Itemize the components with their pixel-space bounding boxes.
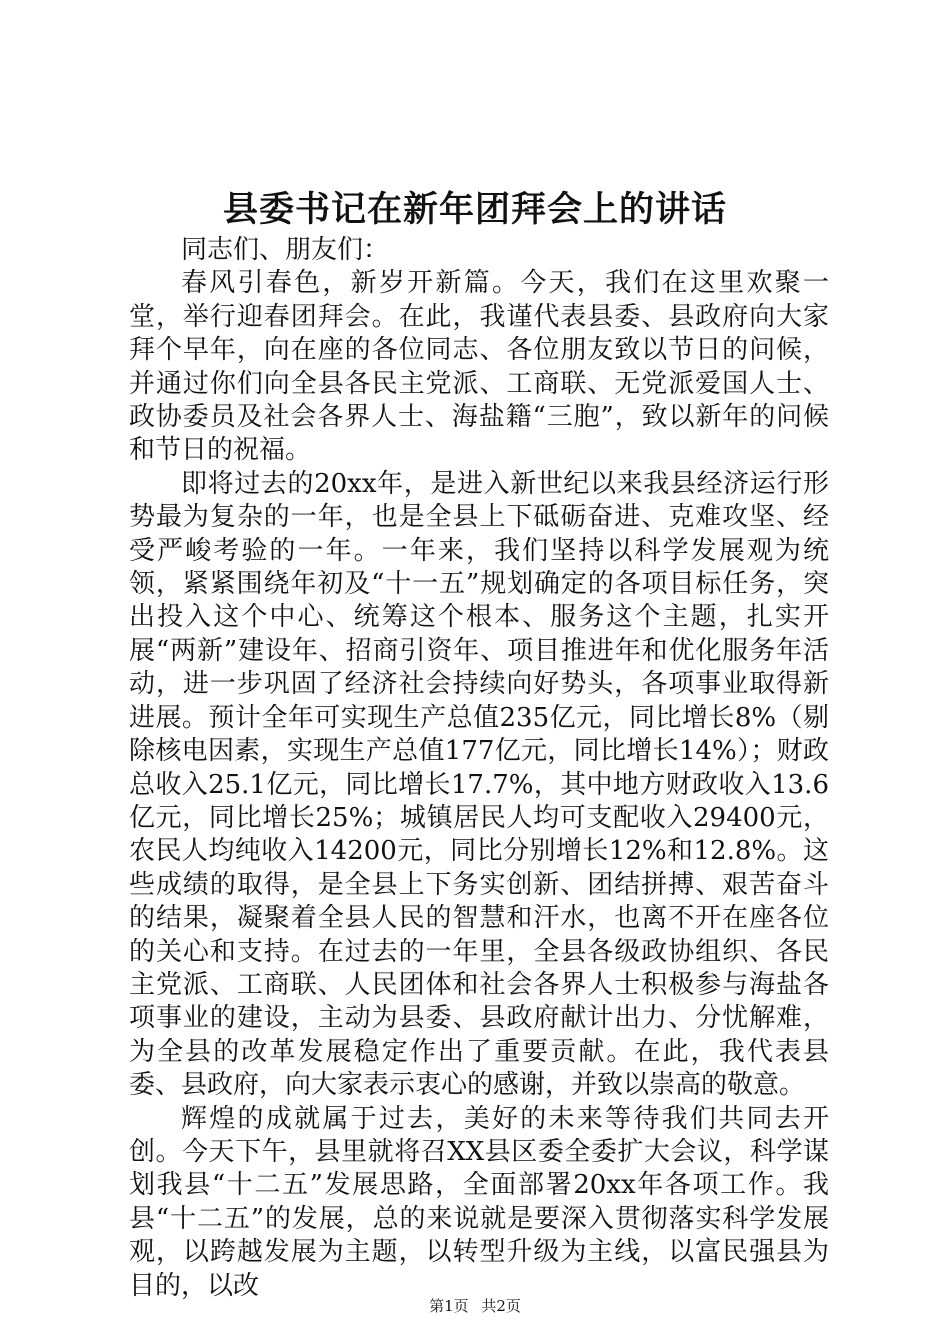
body-paragraph-review: 即将过去的20xx年，是进入新世纪以来我县经济运行形势最为复杂的一年，也是全县上下砥砺奋进、克难攻坚、经受严峻考验的一年。一年来，我们坚持以科学发展观为统领，紧紧围绕年初及“十一五”规划确定的各项目标任务，突出投入这个中心、统筹这个根本、服务这个主题，扎实开展“两新”建设年、招商引资年、项目推进年和优化服务年活动，进一步巩固了经济社会持续向好势头，各项事业取得新进展。预计全年可实现生产总值235亿元，同比增长8%（剔除核电因素，实现生产总值177亿元，同比增长14%）；财政总收入25.1亿元，同比增长17.7%，其中地方财政收入13.6亿元，同比增长25%；城镇居民人均可支配收入29400元，农民人均纯收入14200元，同比分别增长12%和12.8%。这些成绩的取得，是全县上下务实创新、团结拼搏、艰苦奋斗的结果，凝聚着全县人民的智慧和汗水，也离不开在座各位的关心和支持。在过去的一年里，全县各级政协组织、各民主党派、工商联、人民团体和社会各界人士积极参与海盐各项事业的建设，主动为县委、县政府献计出力、分忧解难，为全县的改革发展稳定作出了重要贡献。在此，我代表县委、县政府，向大家表示衷心的感谢，并致以崇高的敬意。 <box>129 468 829 1101</box>
document-body <box>129 234 829 1303</box>
document-title: 县委书记在新年团拜会上的讲话 <box>222 189 727 230</box>
salutation-paragraph: 同志们、朋友们： <box>181 235 390 265</box>
body-paragraph-greeting: 春风引春色，新岁开新篇。今天，我们在这里欢聚一堂，举行迎春团拜会。在此，我谨代表县委、县政府向大家拜个早年，向在座的各位同志、各位朋友致以节日的问候，并通过你们向全县各民主党派、工商联、无党派爱国人士、政协委员及社会各界人士、海盐籍“三胞”，致以新年的问候和节日的祝福。 <box>129 268 829 466</box>
page-number-footer: 第1页 共2页 <box>429 1297 521 1315</box>
body-paragraph-outlook: 辉煌的成就属于过去，美好的未来等待我们共同去开创。今天下午，县里就将召XX县区委全委扩大会议，科学谋划我县“十二五”发展思路，全面部署20xx年各项工作。我县“十二五”的发展，总的来说就是要深入贯彻落实科学发展观，以跨越发展为主题，以转型升级为主线，以富民强县为目的，以改 <box>129 1103 829 1301</box>
